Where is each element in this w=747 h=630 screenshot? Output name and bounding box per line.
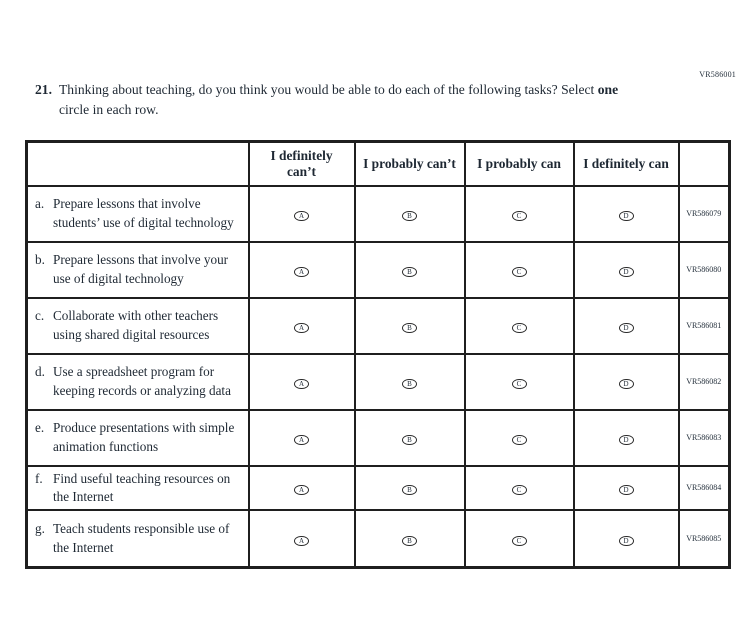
task-letter: g. [35, 521, 45, 537]
option-cell-probably-cant [355, 466, 465, 510]
option-cell-probably-cant [355, 186, 465, 242]
question-text-before: Thinking about teaching, do you think you would be able to do each of the following tasks? Select [59, 82, 598, 97]
task-cell [27, 298, 249, 354]
option-cell-definitely-cant [249, 410, 355, 466]
task-letter: f. [35, 470, 43, 486]
task [35, 251, 244, 287]
table-row [27, 354, 730, 410]
row-accession-code: VR586080 [679, 242, 730, 298]
option-cell-definitely-cant [249, 298, 355, 354]
option-cell-probably-cant [355, 410, 465, 466]
row-accession-code: VR586079 [679, 186, 730, 242]
option-circle-b[interactable]: B [402, 485, 417, 496]
option-circle-b[interactable]: B [402, 536, 417, 547]
option-cell-probably-cant [355, 510, 465, 568]
question-number: 21. [35, 82, 52, 97]
option-cell-definitely-can [574, 242, 679, 298]
question-text [59, 80, 647, 119]
option-circle-c[interactable]: C [512, 485, 527, 496]
option-circle-c[interactable]: C [512, 211, 527, 222]
task-cell [27, 354, 249, 410]
table-row [27, 410, 730, 466]
option-cell-definitely-can [574, 186, 679, 242]
row-accession-code: VR586084 [679, 466, 730, 510]
header-code-cell [679, 142, 730, 186]
option-circle-a[interactable]: A [294, 435, 309, 446]
header-probably-cant: I probably can’t [355, 142, 465, 186]
task-text: Teach students responsible use of the Internet [53, 521, 230, 555]
option-cell-probably-cant [355, 354, 465, 410]
option-cell-definitely-can [574, 354, 679, 410]
option-circle-a[interactable]: A [294, 485, 309, 496]
option-circle-a[interactable]: A [294, 323, 309, 334]
option-circle-d[interactable]: D [619, 379, 634, 390]
option-circle-d[interactable]: D [619, 435, 634, 446]
option-circle-b[interactable]: B [402, 379, 417, 390]
option-circle-b[interactable]: B [402, 435, 417, 446]
task-text: Prepare lessons that involve students’ use of digital technology [53, 196, 234, 230]
question-block [35, 80, 675, 119]
option-circle-c[interactable]: C [512, 435, 527, 446]
task-text: Find useful teaching resources on the Internet [53, 470, 231, 504]
option-circle-d[interactable]: D [619, 267, 634, 278]
task-cell [27, 510, 249, 568]
option-circle-d[interactable]: D [619, 323, 634, 334]
option-circle-c[interactable]: C [512, 536, 527, 547]
task-letter: e. [35, 420, 45, 436]
task-letter: c. [35, 308, 45, 324]
task-letter: a. [35, 196, 45, 212]
table-row [27, 466, 730, 510]
task-cell [27, 466, 249, 510]
option-cell-definitely-can [574, 510, 679, 568]
option-cell-probably-can [465, 410, 574, 466]
option-cell-probably-can [465, 186, 574, 242]
response-grid-table [25, 140, 731, 569]
table-row [27, 186, 730, 242]
option-circle-d[interactable]: D [619, 536, 634, 547]
task-letter: b. [35, 252, 45, 268]
task [35, 307, 244, 343]
header-probably-can: I probably can [465, 142, 574, 186]
option-cell-probably-can [465, 242, 574, 298]
option-circle-c[interactable]: C [512, 323, 527, 334]
question-text-after: circle in each row. [59, 101, 159, 117]
header-task-cell [27, 142, 249, 186]
table-header [27, 142, 730, 186]
task-text: Prepare lessons that involve your use of digital technology [53, 252, 229, 286]
task [35, 520, 244, 556]
row-accession-code: VR586085 [679, 510, 730, 568]
task-cell [27, 410, 249, 466]
page-accession-code: VR586001 [699, 70, 736, 79]
task [35, 363, 244, 399]
header-definitely-cant: I definitely can’t [249, 142, 355, 186]
table-row [27, 298, 730, 354]
question-bold-word: one [597, 82, 619, 97]
option-circle-d[interactable]: D [619, 485, 634, 496]
option-circle-a[interactable]: A [294, 267, 309, 278]
option-circle-b[interactable]: B [402, 267, 417, 278]
table-row [27, 510, 730, 568]
task-cell [27, 242, 249, 298]
row-accession-code: VR586083 [679, 410, 730, 466]
option-circle-c[interactable]: C [512, 379, 527, 390]
option-circle-b[interactable]: B [402, 211, 417, 222]
option-circle-a[interactable]: A [294, 211, 309, 222]
option-cell-probably-can [465, 354, 574, 410]
option-cell-definitely-can [574, 466, 679, 510]
option-cell-probably-can [465, 298, 574, 354]
option-cell-definitely-cant [249, 510, 355, 568]
task [35, 470, 244, 506]
option-circle-b[interactable]: B [402, 323, 417, 334]
option-cell-definitely-cant [249, 186, 355, 242]
option-cell-definitely-cant [249, 466, 355, 510]
header-definitely-can: I definitely can [574, 142, 679, 186]
option-cell-definitely-cant [249, 242, 355, 298]
header-row [27, 142, 730, 186]
option-cell-probably-can [465, 466, 574, 510]
option-cell-definitely-cant [249, 354, 355, 410]
option-circle-d[interactable]: D [619, 211, 634, 222]
task [35, 195, 244, 231]
task-rows [27, 186, 730, 568]
option-cell-probably-cant [355, 242, 465, 298]
table-row [27, 242, 730, 298]
task-text: Use a spreadsheet program for keeping records or analyzing data [53, 364, 231, 398]
option-cell-probably-cant [355, 298, 465, 354]
task-text: Produce presentations with simple animation functions [53, 420, 235, 454]
option-circle-a[interactable]: A [294, 536, 309, 547]
option-cell-definitely-can [574, 298, 679, 354]
task-text: Collaborate with other teachers using shared digital resources [53, 308, 219, 342]
option-cell-definitely-can [574, 410, 679, 466]
task-letter: d. [35, 364, 45, 380]
row-accession-code: VR586081 [679, 298, 730, 354]
option-circle-a[interactable]: A [294, 379, 309, 390]
task-cell [27, 186, 249, 242]
task [35, 419, 244, 455]
option-cell-probably-can [465, 510, 574, 568]
row-accession-code: VR586082 [679, 354, 730, 410]
option-circle-c[interactable]: C [512, 267, 527, 278]
